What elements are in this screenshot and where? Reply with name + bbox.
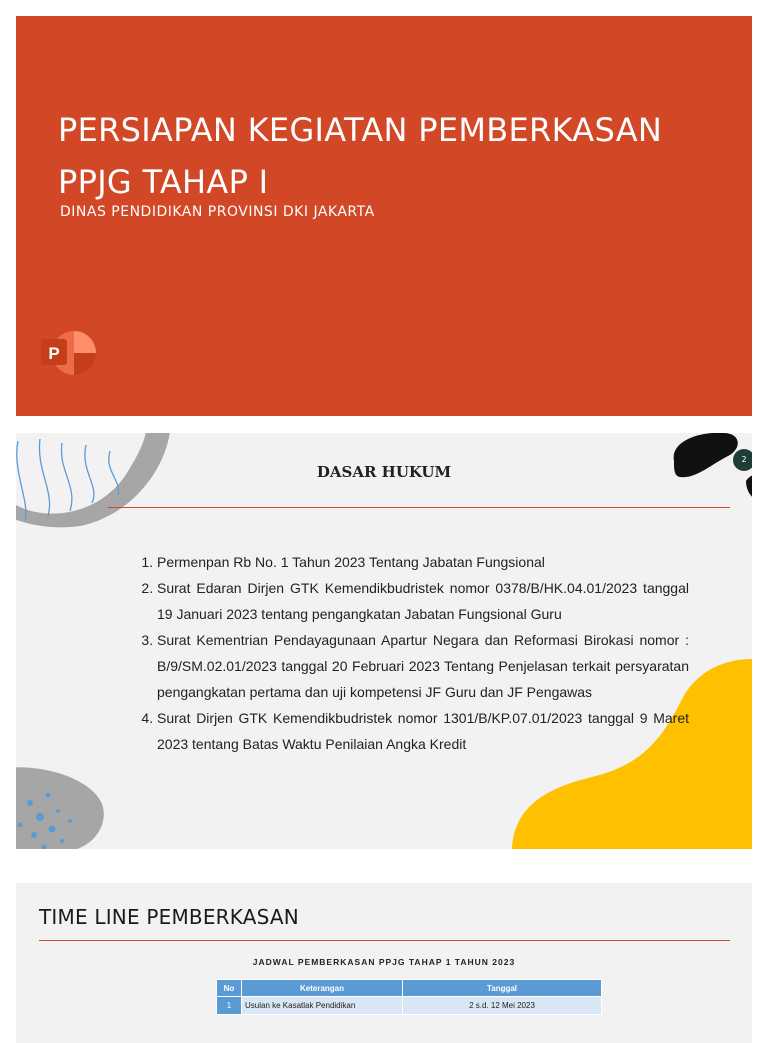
timeline-slide: [16, 883, 752, 1043]
legal-basis-slide: [16, 433, 752, 849]
slide-heading: TIME LINE PEMBERKASAN: [39, 905, 299, 929]
list-item: 2. Surat Edaran Dirjen GTK Kemendikbudristek nomor 0378/B/HK.04.01/2023 tanggal 19 Januari 2023 tentang pengangkatan Jabatan Fungsional Guru: [157, 575, 689, 627]
column-header: Tanggal: [403, 980, 602, 997]
svg-text:P: P: [48, 344, 60, 363]
table-cell: 1: [217, 997, 242, 1015]
title-line-2: PPJG TAHAP I: [58, 163, 269, 201]
powerpoint-logo-icon: [40, 328, 98, 378]
list-item: 3. Surat Kementrian Pendayagunaan Apartur Negara dan Reformasi Birokasi nomor : B/9/SM.02.01/2023 tanggal 20 Februari 2023 Tentang Penjelasan terkait persyaratan pengangkatan pertama dan uji kompetensi JF Guru dan JF Pengawas: [157, 627, 689, 705]
list-item: 1. Permenpan Rb No. 1 Tahun 2023 Tentang Jabatan Fungsional: [157, 549, 689, 575]
table-caption: JADWAL PEMBERKASAN PPJG TAHAP 1 TAHUN 2023: [252, 957, 516, 967]
title-line-1: PERSIAPAN KEGIATAN PEMBERKASAN: [58, 111, 663, 149]
list-item: 4. Surat Dirjen GTK Kemendikbudristek nomor 1301/B/KP.07.01/2023 tanggal 9 Maret 2023 tentang Batas Waktu Penilaian Angka Kredit: [157, 705, 689, 757]
slide-heading: DASAR HUKUM: [316, 463, 452, 481]
column-header: No: [217, 980, 242, 997]
table-header-row: [217, 980, 602, 997]
table-cell: Usulan ke Kasatlak Pendidikan: [242, 997, 403, 1015]
heading-divider: [108, 507, 730, 508]
table-cell: 2 s.d. 12 Mei 2023: [403, 997, 602, 1015]
gray-dotted-blob-decoration: [16, 763, 120, 849]
table-row: [217, 997, 602, 1015]
column-header: Keterangan: [242, 980, 403, 997]
title-slide-subtitle: DINAS PENDIDIKAN PROVINSI DKI JAKARTA: [60, 204, 375, 220]
timeline-table: [216, 979, 602, 1015]
title-slide: [16, 16, 752, 416]
heading-divider: [39, 940, 730, 941]
legal-basis-list: [135, 549, 689, 757]
gray-swoosh-decoration: [16, 433, 180, 531]
title-slide-heading: [58, 104, 738, 208]
slide-page-number: 2: [733, 449, 752, 471]
